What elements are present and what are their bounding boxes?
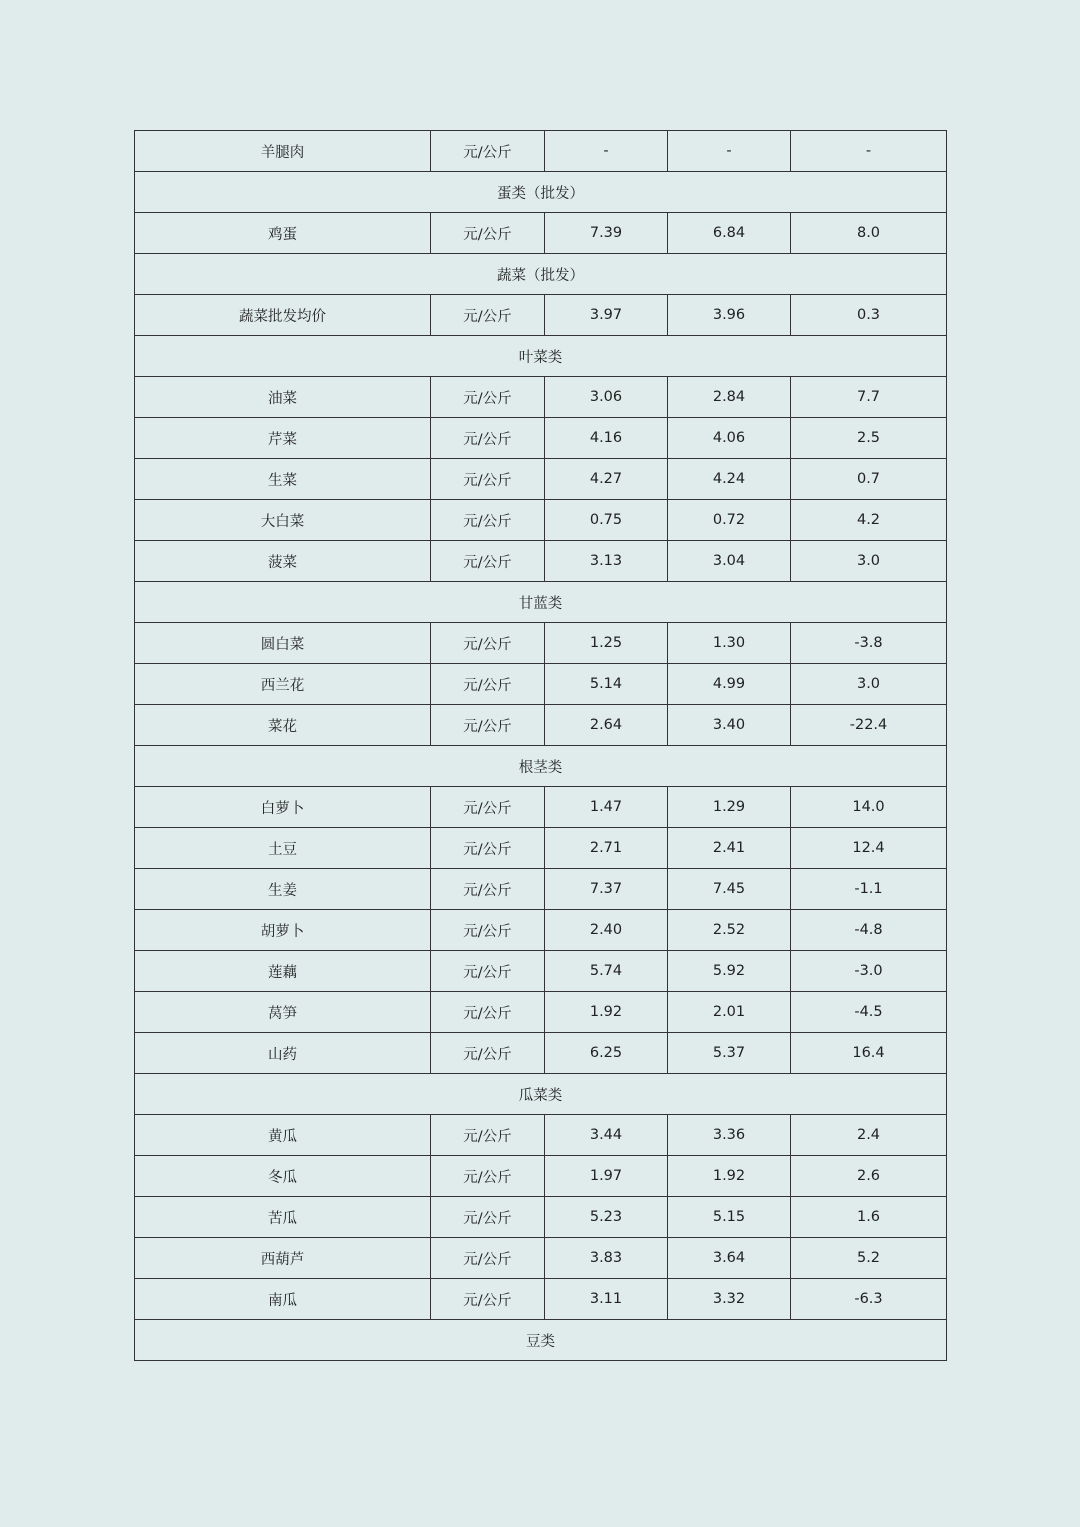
section-title: 蛋类（批发） [135, 172, 947, 213]
table-row [135, 664, 947, 705]
item-name-cell: 西葫芦 [135, 1238, 431, 1279]
item-name-cell: 黄瓜 [135, 1115, 431, 1156]
current-price-cell: 4.16 [545, 418, 668, 459]
previous-price-cell: 3.64 [668, 1238, 791, 1279]
unit-cell: 元/公斤 [431, 1156, 545, 1197]
item-name-cell: 白萝卜 [135, 787, 431, 828]
current-price-cell: 1.92 [545, 992, 668, 1033]
previous-price-cell: 3.36 [668, 1115, 791, 1156]
section-header-row [135, 746, 947, 787]
section-title: 叶菜类 [135, 336, 947, 377]
current-price-cell: 5.74 [545, 951, 668, 992]
previous-price-cell: 4.24 [668, 459, 791, 500]
change-percent-cell: 8.0 [791, 213, 947, 254]
table-row [135, 992, 947, 1033]
change-percent-cell: 2.5 [791, 418, 947, 459]
previous-price-cell: 3.96 [668, 295, 791, 336]
table-row [135, 1156, 947, 1197]
previous-price-cell: 6.84 [668, 213, 791, 254]
current-price-cell: 5.23 [545, 1197, 668, 1238]
table-row [135, 1115, 947, 1156]
table-row [135, 705, 947, 746]
section-header-row [135, 582, 947, 623]
section-header-row [135, 336, 947, 377]
item-name-cell: 南瓜 [135, 1279, 431, 1320]
price-table-body [135, 131, 947, 1361]
table-row [135, 1279, 947, 1320]
section-title: 蔬菜（批发） [135, 254, 947, 295]
section-title: 根茎类 [135, 746, 947, 787]
previous-price-cell: 3.32 [668, 1279, 791, 1320]
change-percent-cell: 12.4 [791, 828, 947, 869]
item-name-cell: 油菜 [135, 377, 431, 418]
table-row [135, 295, 947, 336]
item-name-cell: 西兰花 [135, 664, 431, 705]
previous-price-cell: 1.92 [668, 1156, 791, 1197]
change-percent-cell: 14.0 [791, 787, 947, 828]
item-name-cell: 土豆 [135, 828, 431, 869]
item-name-cell: 芹菜 [135, 418, 431, 459]
change-percent-cell: 2.6 [791, 1156, 947, 1197]
previous-price-cell: 2.84 [668, 377, 791, 418]
previous-price-cell: 4.99 [668, 664, 791, 705]
section-header-row [135, 1320, 947, 1361]
previous-price-cell: 3.40 [668, 705, 791, 746]
table-row [135, 951, 947, 992]
previous-price-cell: 0.72 [668, 500, 791, 541]
item-name-cell: 莲藕 [135, 951, 431, 992]
unit-cell: 元/公斤 [431, 1279, 545, 1320]
current-price-cell: - [545, 131, 668, 172]
unit-cell: 元/公斤 [431, 910, 545, 951]
current-price-cell: 3.97 [545, 295, 668, 336]
change-percent-cell: 5.2 [791, 1238, 947, 1279]
change-percent-cell: 0.3 [791, 295, 947, 336]
current-price-cell: 1.47 [545, 787, 668, 828]
previous-price-cell: 1.29 [668, 787, 791, 828]
unit-cell: 元/公斤 [431, 828, 545, 869]
table-row [135, 418, 947, 459]
unit-cell: 元/公斤 [431, 500, 545, 541]
section-title: 甘蓝类 [135, 582, 947, 623]
section-header-row [135, 172, 947, 213]
change-percent-cell: -3.0 [791, 951, 947, 992]
change-percent-cell: 16.4 [791, 1033, 947, 1074]
unit-cell: 元/公斤 [431, 1115, 545, 1156]
section-header-row [135, 1074, 947, 1115]
unit-cell: 元/公斤 [431, 787, 545, 828]
table-row [135, 541, 947, 582]
item-name-cell: 鸡蛋 [135, 213, 431, 254]
change-percent-cell: -6.3 [791, 1279, 947, 1320]
current-price-cell: 2.40 [545, 910, 668, 951]
current-price-cell: 0.75 [545, 500, 668, 541]
table-row [135, 131, 947, 172]
unit-cell: 元/公斤 [431, 705, 545, 746]
table-row [135, 1197, 947, 1238]
previous-price-cell: - [668, 131, 791, 172]
previous-price-cell: 1.30 [668, 623, 791, 664]
table-row [135, 459, 947, 500]
item-name-cell: 菠菜 [135, 541, 431, 582]
table-row [135, 910, 947, 951]
current-price-cell: 1.25 [545, 623, 668, 664]
previous-price-cell: 5.15 [668, 1197, 791, 1238]
unit-cell: 元/公斤 [431, 992, 545, 1033]
change-percent-cell: 3.0 [791, 664, 947, 705]
current-price-cell: 3.13 [545, 541, 668, 582]
item-name-cell: 大白菜 [135, 500, 431, 541]
unit-cell: 元/公斤 [431, 1238, 545, 1279]
change-percent-cell: 7.7 [791, 377, 947, 418]
current-price-cell: 7.37 [545, 869, 668, 910]
change-percent-cell: 2.4 [791, 1115, 947, 1156]
item-name-cell: 冬瓜 [135, 1156, 431, 1197]
unit-cell: 元/公斤 [431, 541, 545, 582]
current-price-cell: 5.14 [545, 664, 668, 705]
section-header-row [135, 254, 947, 295]
table-row [135, 787, 947, 828]
item-name-cell: 菜花 [135, 705, 431, 746]
item-name-cell: 山药 [135, 1033, 431, 1074]
price-table [134, 130, 947, 1361]
table-row [135, 1238, 947, 1279]
item-name-cell: 蔬菜批发均价 [135, 295, 431, 336]
item-name-cell: 苦瓜 [135, 1197, 431, 1238]
previous-price-cell: 7.45 [668, 869, 791, 910]
item-name-cell: 莴笋 [135, 992, 431, 1033]
table-row [135, 828, 947, 869]
previous-price-cell: 3.04 [668, 541, 791, 582]
unit-cell: 元/公斤 [431, 295, 545, 336]
item-name-cell: 胡萝卜 [135, 910, 431, 951]
current-price-cell: 4.27 [545, 459, 668, 500]
item-name-cell: 生姜 [135, 869, 431, 910]
previous-price-cell: 2.01 [668, 992, 791, 1033]
previous-price-cell: 4.06 [668, 418, 791, 459]
unit-cell: 元/公斤 [431, 1033, 545, 1074]
unit-cell: 元/公斤 [431, 664, 545, 705]
unit-cell: 元/公斤 [431, 869, 545, 910]
table-row [135, 500, 947, 541]
change-percent-cell: -22.4 [791, 705, 947, 746]
unit-cell: 元/公斤 [431, 1197, 545, 1238]
change-percent-cell: 4.2 [791, 500, 947, 541]
unit-cell: 元/公斤 [431, 418, 545, 459]
current-price-cell: 6.25 [545, 1033, 668, 1074]
previous-price-cell: 5.37 [668, 1033, 791, 1074]
previous-price-cell: 2.41 [668, 828, 791, 869]
unit-cell: 元/公斤 [431, 623, 545, 664]
previous-price-cell: 2.52 [668, 910, 791, 951]
item-name-cell: 羊腿肉 [135, 131, 431, 172]
change-percent-cell: 3.0 [791, 541, 947, 582]
change-percent-cell: 1.6 [791, 1197, 947, 1238]
change-percent-cell: -4.5 [791, 992, 947, 1033]
change-percent-cell: -3.8 [791, 623, 947, 664]
change-percent-cell: - [791, 131, 947, 172]
current-price-cell: 3.44 [545, 1115, 668, 1156]
change-percent-cell: -1.1 [791, 869, 947, 910]
table-row [135, 1033, 947, 1074]
current-price-cell: 3.83 [545, 1238, 668, 1279]
item-name-cell: 圆白菜 [135, 623, 431, 664]
section-title: 瓜菜类 [135, 1074, 947, 1115]
unit-cell: 元/公斤 [431, 377, 545, 418]
previous-price-cell: 5.92 [668, 951, 791, 992]
current-price-cell: 3.11 [545, 1279, 668, 1320]
current-price-cell: 3.06 [545, 377, 668, 418]
table-row [135, 869, 947, 910]
unit-cell: 元/公斤 [431, 951, 545, 992]
unit-cell: 元/公斤 [431, 459, 545, 500]
table-row [135, 213, 947, 254]
change-percent-cell: -4.8 [791, 910, 947, 951]
current-price-cell: 2.64 [545, 705, 668, 746]
unit-cell: 元/公斤 [431, 131, 545, 172]
table-row [135, 623, 947, 664]
item-name-cell: 生菜 [135, 459, 431, 500]
current-price-cell: 1.97 [545, 1156, 668, 1197]
unit-cell: 元/公斤 [431, 213, 545, 254]
change-percent-cell: 0.7 [791, 459, 947, 500]
section-title: 豆类 [135, 1320, 947, 1361]
current-price-cell: 7.39 [545, 213, 668, 254]
table-row [135, 377, 947, 418]
current-price-cell: 2.71 [545, 828, 668, 869]
